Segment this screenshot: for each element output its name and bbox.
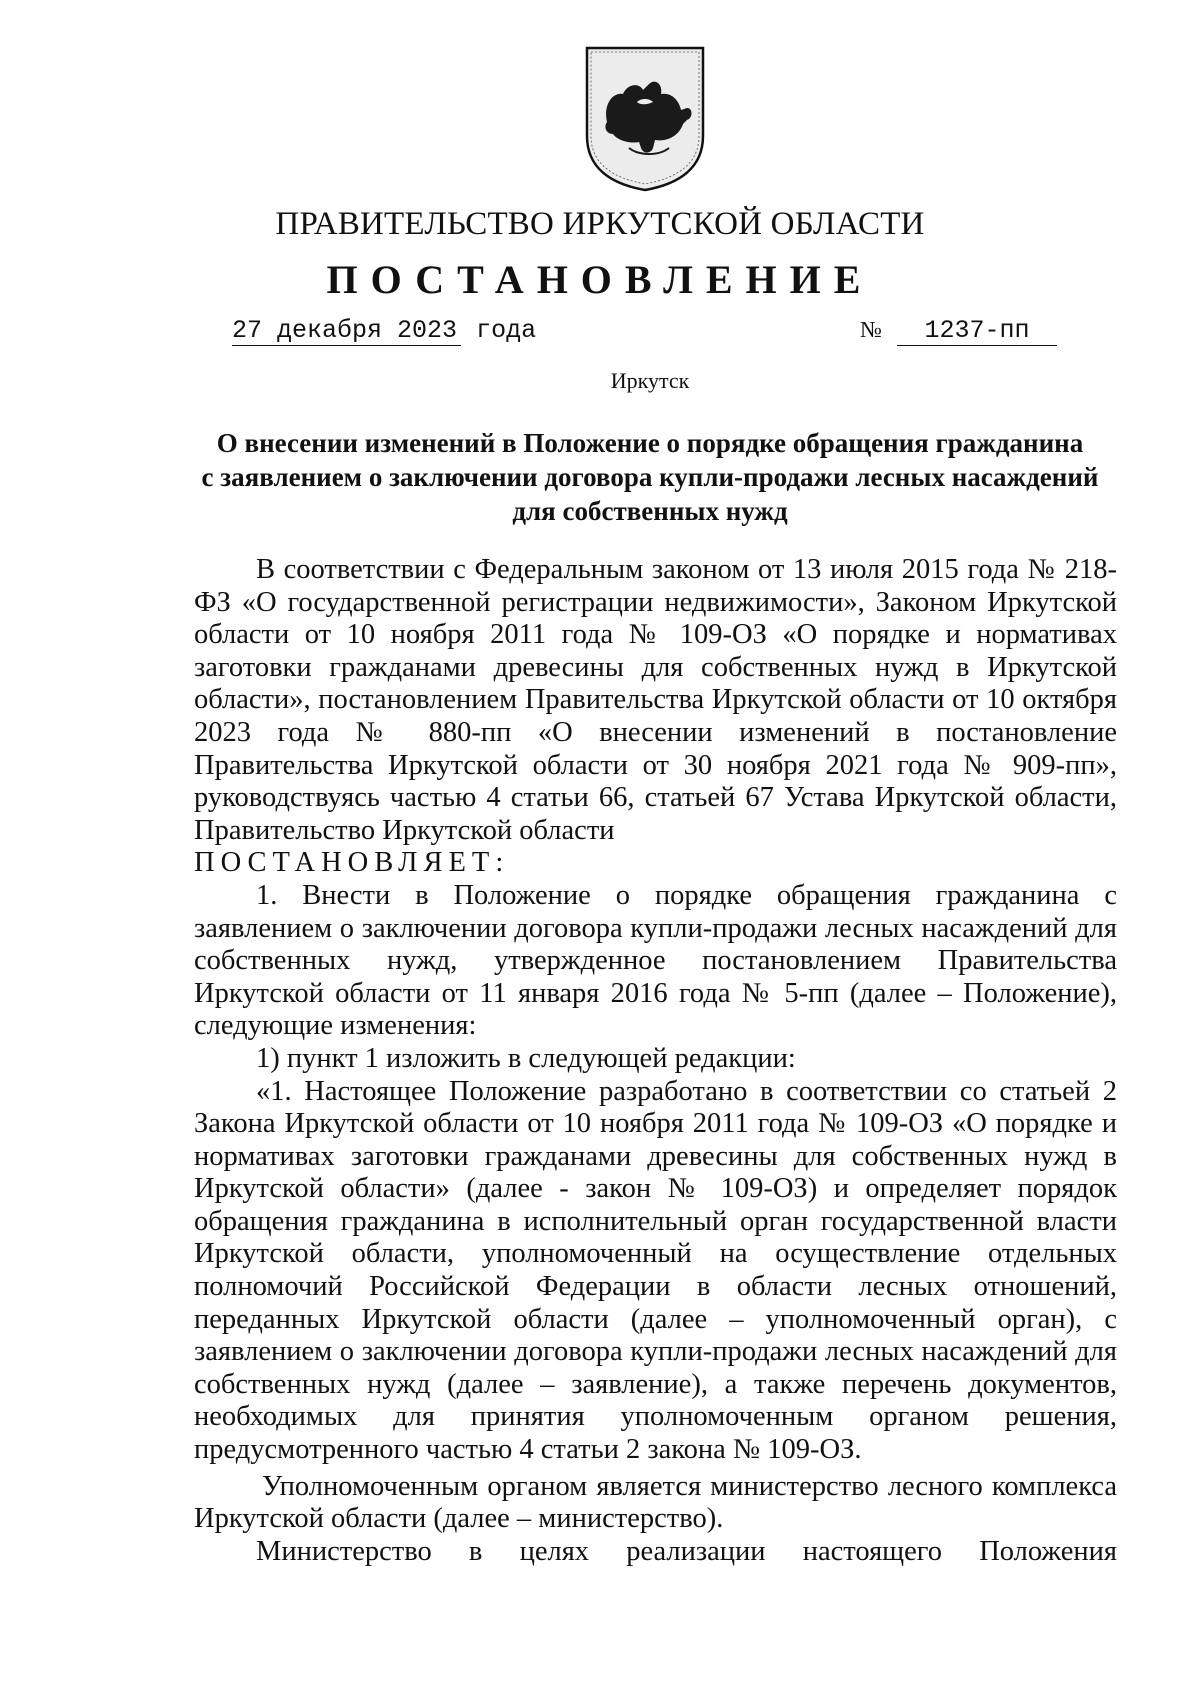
government-name: ПРАВИТЕЛЬСТВО ИРКУТСКОЙ ОБЛАСТИ [275,206,925,242]
subitem-1-paragraph: 1) пункт 1 изложить в следующей редакции: [256,1042,796,1074]
authority-paragraph: Уполномоченным органом является министерство лесного комплекса Иркутской области (далее – министерство). [194,1470,1117,1535]
ministry-paragraph: Министерство в целях реализации настоящего Положения [256,1535,1117,1567]
decrees-word: ПОСТАНОВЛЯЕТ: [194,847,510,879]
subject-line: О внесении изменений в Положение о порядке обращения гражданина [216,428,1084,458]
quoted-paragraph: «1. Настоящее Положение разработано в соответствии со статьей 2 Закона Иркутской области от 10 ноября 2011 года № 109-ОЗ «О порядке и нормативах заготовки гражданами древесины для собственных нужд в Иркутской области» (далее - закон № 109-ОЗ) и определяет порядок обращения гражданина в исполнительный орган государственной власти Иркутской области, уполномоченный на осуществление отдельных полномочий Российской Федерации в области лесных отношений, переданных Иркутской области (далее – уполномоченный орган), с заявлением о заключении договора купли-продажи лесных насаждений для собственных нужд (далее – заявление), а также перечень документов, необходимых для принятия уполномоченным органом решения, предусмотренного частью 4 статьи 2 закона № 109-ОЗ. [194,1075,1117,1466]
coat-of-arms-emblem [583,44,707,192]
subject-line: для собственных нужд [512,496,788,526]
document-subject [180,426,1120,528]
document-body [194,554,1117,1568]
number-value: 1237-пп [897,316,1057,346]
number-sign: № [860,317,882,342]
date-suffix: года [476,316,537,345]
preamble-paragraph: В соответствии с Федеральным законом от 13 июля 2015 года № 218-ФЗ «О государственной регистрации недвижимости», Законом Иркутской области от 10 ноября 2011 года № 109-ОЗ «О порядке и нормативах заготовки гражданами древесины для собственных нужд в Иркутской области», постановлением Правительства Иркутской области от 10 октября 2023 года № 880-пп «О внесении изменений в постановление Правительства Иркутской области от 30 ноября 2021 года № 909-пп», руководствуясь частью 4 статьи 66, статьей 67 Устава Иркутской области, Правительство Иркутской области [194,554,1117,846]
date-value: 27 декабря 2023 [232,316,461,346]
city-name: Иркутск [610,368,690,393]
document-number [860,316,1057,346]
subject-line: с заявлением о заключении договора купли-продажи лесных насаждений [201,462,1099,492]
document-type-title: ПОСТАНОВЛЕНИЕ [326,257,874,302]
item-1-paragraph: 1. Внести в Положение о порядке обращения гражданина с заявлением о заключении договора купли-продажи лесных насаждений для собственных нужд, утвержденное постановлением Правительства Иркутской области от 11 января 2016 года № 5-пп (далее – Положение), следующие изменения: [194,879,1117,1042]
document-date [232,316,536,346]
